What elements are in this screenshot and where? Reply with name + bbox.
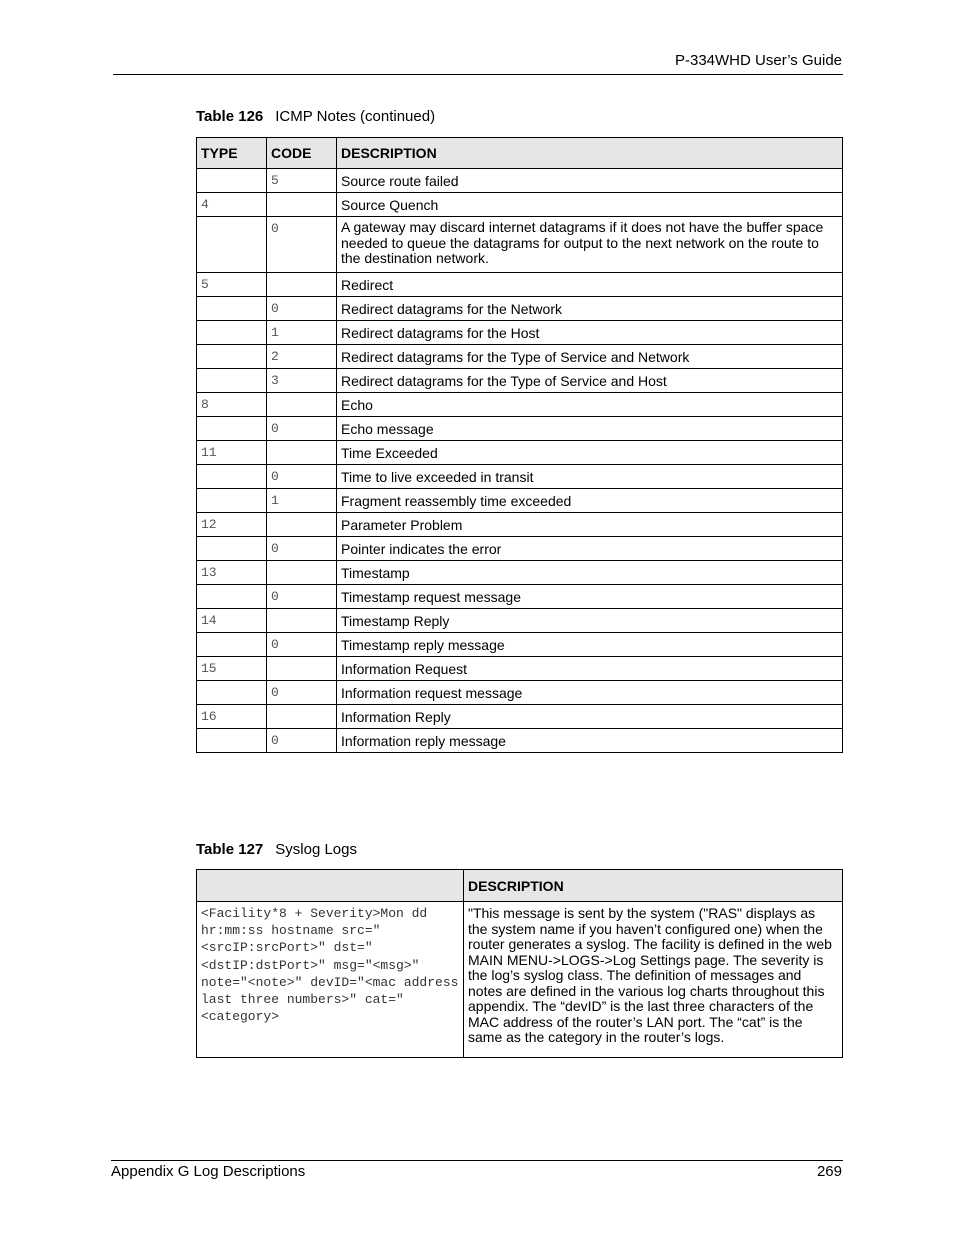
code-cell: 1: [267, 321, 337, 345]
page-number: 269: [816, 1163, 842, 1180]
description-cell: Redirect datagrams for the Network: [337, 297, 843, 321]
table-row: [197, 417, 843, 441]
description-cell: Redirect: [337, 273, 843, 297]
icmp-notes-table: [196, 137, 843, 753]
code-cell: 0: [267, 297, 337, 321]
table-126-number: Table 126: [196, 108, 264, 125]
syslog-logs-table: [196, 869, 843, 1058]
type-cell: [197, 217, 267, 273]
type-cell: [197, 633, 267, 657]
table-row: [197, 441, 843, 465]
table-126-title: ICMP Notes (continued): [275, 108, 436, 125]
type-cell: [197, 169, 267, 193]
description-cell: Fragment reassembly time exceeded: [337, 489, 843, 513]
description-cell: Echo message: [337, 417, 843, 441]
table-row: [197, 537, 843, 561]
type-cell: [197, 417, 267, 441]
code-cell: 1: [267, 489, 337, 513]
type-cell: [197, 681, 267, 705]
table-header-row: [197, 138, 843, 169]
code-cell: [267, 657, 337, 681]
type-cell: [197, 585, 267, 609]
table-row: [197, 681, 843, 705]
description-cell: Redirect datagrams for the Type of Service and Network: [337, 345, 843, 369]
table-row: [197, 633, 843, 657]
description-cell: Timestamp: [337, 561, 843, 585]
section-title: Appendix G Log Descriptions: [111, 1163, 306, 1180]
type-cell: 4: [197, 193, 267, 217]
description-cell: Time to live exceeded in transit: [337, 465, 843, 489]
type-cell: 16: [197, 705, 267, 729]
code-cell: 5: [267, 169, 337, 193]
code-cell: [267, 193, 337, 217]
table-header-row: [197, 870, 843, 902]
type-cell: [197, 465, 267, 489]
table-row: [197, 193, 843, 217]
description-cell: Information request message: [337, 681, 843, 705]
table-row: [197, 585, 843, 609]
table-row: [197, 393, 843, 417]
table-row: [197, 513, 843, 537]
type-cell: 12: [197, 513, 267, 537]
table-127-caption: [196, 841, 357, 858]
table-row: [197, 273, 843, 297]
type-cell: 11: [197, 441, 267, 465]
syslog-format-cell: <Facility*8 + Severity>Mon dd hr:mm:ss hostname src="<srcIP:srcPort>" dst="<dstIP:dstPort>" msg="<msg>" note="<note>" devID="<mac address last three numbers>" cat="<category>: [197, 902, 464, 1058]
description-cell: Pointer indicates the error: [337, 537, 843, 561]
type-cell: [197, 369, 267, 393]
type-cell: [197, 297, 267, 321]
code-cell: 0: [267, 585, 337, 609]
page-header: [113, 50, 843, 75]
page-footer: [111, 1160, 843, 1185]
code-cell: 0: [267, 537, 337, 561]
description-cell: Echo: [337, 393, 843, 417]
type-cell: [197, 345, 267, 369]
code-cell: [267, 705, 337, 729]
description-cell: A gateway may discard internet datagrams if it does not have the buffer space needed to queue the datagrams for output to the next network on the route to the destination network.: [337, 217, 843, 273]
table-row: [197, 489, 843, 513]
code-cell: 0: [267, 417, 337, 441]
code-cell: 0: [267, 729, 337, 753]
table-row: [197, 609, 843, 633]
code-cell: [267, 513, 337, 537]
code-cell: 3: [267, 369, 337, 393]
table-row: [197, 321, 843, 345]
table-127-title: Syslog Logs: [275, 841, 357, 858]
type-cell: 15: [197, 657, 267, 681]
description-cell: Redirect datagrams for the Type of Service and Host: [337, 369, 843, 393]
table-127-number: Table 127: [196, 841, 264, 858]
table-row: [197, 169, 843, 193]
description-cell: Timestamp Reply: [337, 609, 843, 633]
description-cell: Time Exceeded: [337, 441, 843, 465]
table-row: [197, 345, 843, 369]
column-header-format: [197, 870, 464, 902]
guide-title: P-334WHD User’s Guide: [675, 52, 842, 69]
type-cell: [197, 537, 267, 561]
description-cell: Source Quench: [337, 193, 843, 217]
type-cell: 8: [197, 393, 267, 417]
table-row: [197, 729, 843, 753]
description-cell: Information Reply: [337, 705, 843, 729]
column-header-description: DESCRIPTION: [337, 138, 843, 169]
type-cell: 14: [197, 609, 267, 633]
code-cell: [267, 441, 337, 465]
type-cell: [197, 489, 267, 513]
table-row: [197, 705, 843, 729]
code-cell: 0: [267, 681, 337, 705]
table-row: [197, 217, 843, 273]
type-cell: [197, 729, 267, 753]
code-cell: 0: [267, 217, 337, 273]
code-cell: 2: [267, 345, 337, 369]
table-126-caption: [196, 108, 435, 125]
table-row: [197, 297, 843, 321]
table-row: [197, 465, 843, 489]
description-cell: Redirect datagrams for the Host: [337, 321, 843, 345]
column-header-code: CODE: [267, 138, 337, 169]
type-cell: 5: [197, 273, 267, 297]
table-row: [197, 561, 843, 585]
type-cell: 13: [197, 561, 267, 585]
column-header-description: DESCRIPTION: [464, 870, 843, 902]
description-cell: Parameter Problem: [337, 513, 843, 537]
table-row: [197, 369, 843, 393]
code-cell: [267, 393, 337, 417]
table-row: [197, 902, 843, 1058]
column-header-type: TYPE: [197, 138, 267, 169]
code-cell: 0: [267, 633, 337, 657]
description-cell: Timestamp reply message: [337, 633, 843, 657]
code-cell: [267, 561, 337, 585]
code-cell: [267, 273, 337, 297]
description-cell: Information reply message: [337, 729, 843, 753]
code-cell: 0: [267, 465, 337, 489]
description-cell: Information Request: [337, 657, 843, 681]
description-cell: Source route failed: [337, 169, 843, 193]
description-cell: Timestamp request message: [337, 585, 843, 609]
syslog-description-cell: "This message is sent by the system ("RAS" displays as the system name if you haven’t configured one) when the router generates a syslog. The facility is defined in the web MAIN MENU->LOGS->Log Settings page. The severity is the log’s syslog class. The definition of messages and notes are defined in the various log charts throughout this appendix. The “devID” is the last three characters of the MAC address of the router’s LAN port. The “cat” is the same as the category in the router’s logs.: [464, 902, 843, 1058]
type-cell: [197, 321, 267, 345]
code-cell: [267, 609, 337, 633]
table-row: [197, 657, 843, 681]
